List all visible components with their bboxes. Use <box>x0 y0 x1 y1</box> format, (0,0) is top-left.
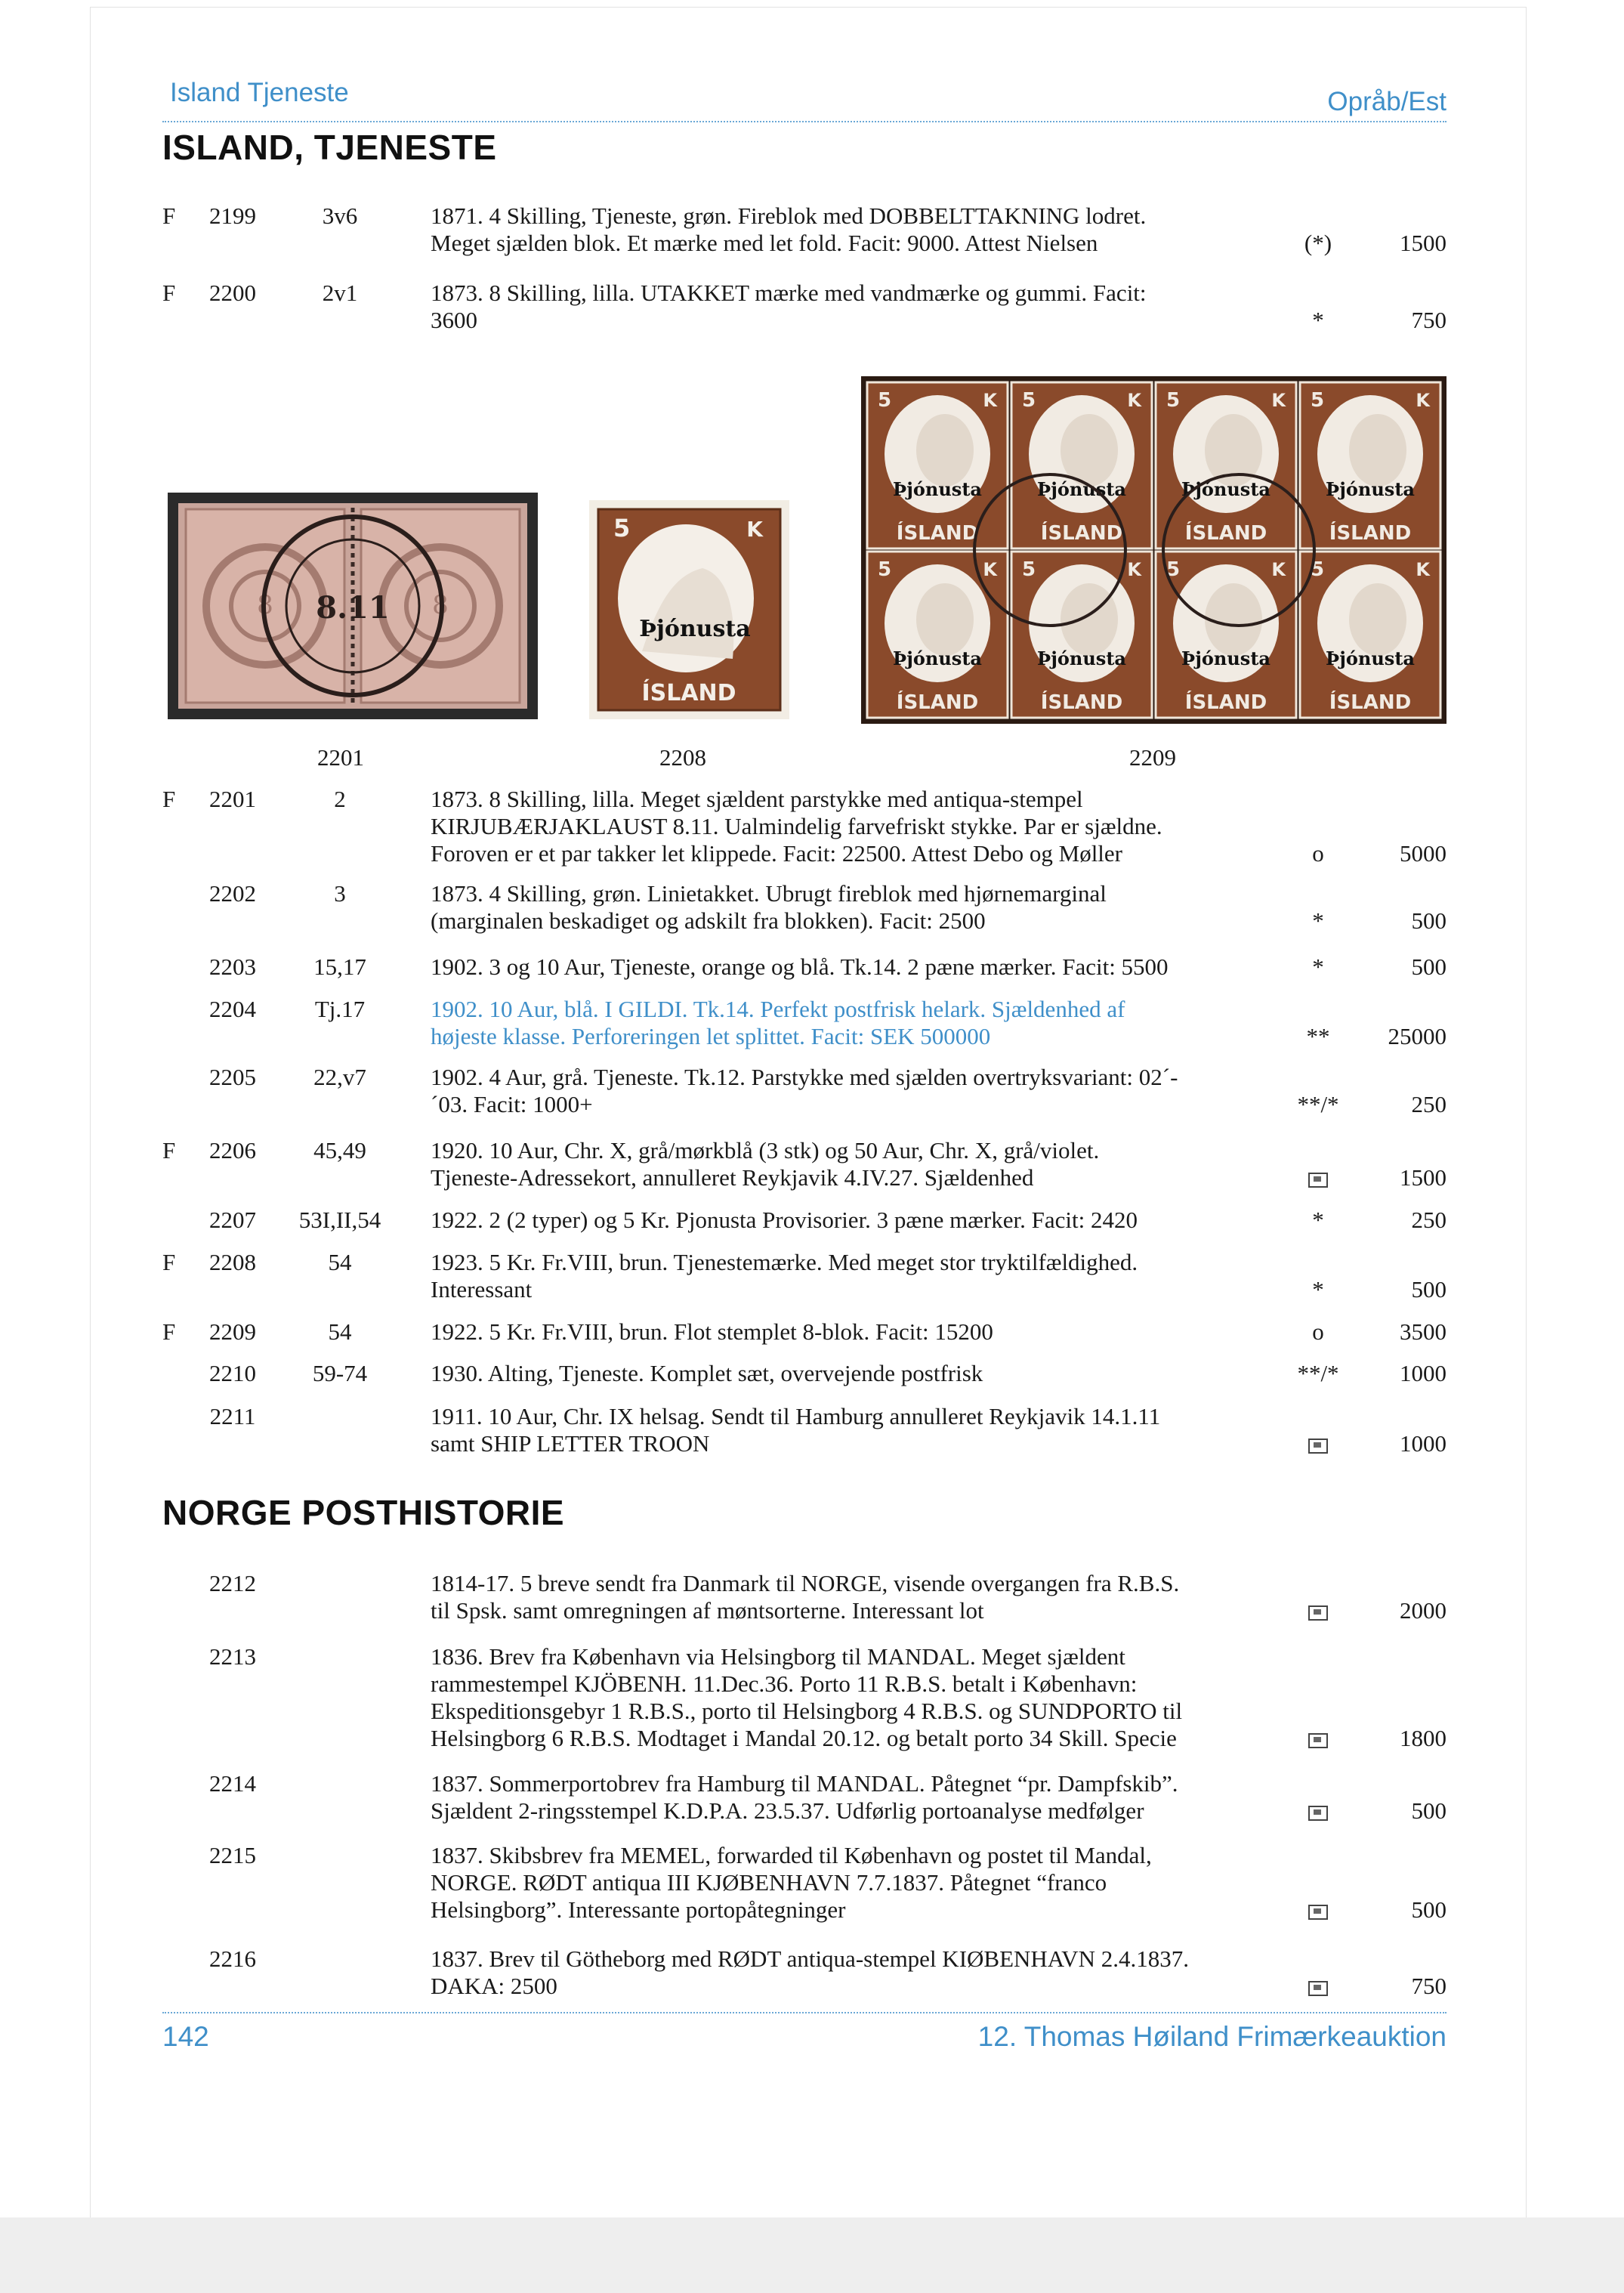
lot-flag: F <box>162 280 176 306</box>
lot-description-line: Helsingborg 6 R.B.S. Modtaget i Mandal 20.12. og betalt porto 34 Skill. Specie <box>431 1725 1177 1751</box>
lot-row <box>162 1770 1446 1825</box>
lot-flag: F <box>162 786 176 812</box>
lot-row <box>162 953 1446 981</box>
lot-catalog-number: 54 <box>328 1249 352 1275</box>
lot-number: 2215 <box>209 1842 256 1868</box>
lot-row <box>162 786 1446 867</box>
block-stamp-overprint: Þjónusta <box>1037 478 1126 500</box>
lot-condition: * <box>1312 307 1324 333</box>
block-stamp-label: ÍSLAND <box>1184 522 1267 545</box>
block-stamp-value: 5 <box>1311 558 1325 581</box>
running-header-right: Opråb/Est <box>1327 87 1446 116</box>
stamp-label-island: ÍSLAND <box>641 680 736 706</box>
lot-description-line: 1836. Brev fra København via Helsingborg til MANDAL. Meget sjældent <box>431 1643 1125 1670</box>
lot-row <box>162 1403 1446 1457</box>
cover-icon <box>1280 1797 1356 1825</box>
lot-catalog-number: 3 <box>334 880 346 907</box>
lot-row <box>162 280 1446 334</box>
block-stamp-label: ÍSLAND <box>1040 691 1123 714</box>
lot-description-line: 1873. 4 Skilling, grøn. Linietakket. Ubrugt fireblok med hjørnemarginal <box>431 880 1107 907</box>
lot-description-line: Tjeneste-Adressekort, annulleret Reykjavik 4.IV.27. Sjældenhed <box>431 1164 1034 1191</box>
lot-condition: **/* <box>1297 1091 1339 1117</box>
block-stamp-value: 5 <box>878 558 892 581</box>
cover-icon <box>1280 1597 1356 1624</box>
lot-description-line: Ekspeditionsgebyr 1 R.B.S., porto til Helsingborg 4 R.B.S. og SUNDPORTO til <box>431 1698 1183 1724</box>
lot-price: 1500 <box>1400 1164 1446 1191</box>
block-stamp-unit: K <box>1271 559 1286 580</box>
block-stamp-label: ÍSLAND <box>896 691 979 714</box>
block-stamp-value: 5 <box>1022 389 1036 412</box>
stamp-image-2201 <box>168 493 538 719</box>
lot-description-line: 1923. 5 Kr. Fr.VIII, brun. Tjenestemærke. Med meget stor tryktilfældighed. <box>431 1249 1138 1275</box>
lot-condition: * <box>1312 1276 1324 1303</box>
lot-condition: **/* <box>1297 1360 1339 1386</box>
lot-description-line: KIRJUBÆRJAKLAUST 8.11. Ualmindelig farvefriskt stykke. Par er sjældne. <box>431 813 1162 839</box>
lot-number: 2216 <box>209 1945 256 1972</box>
lot-price: 500 <box>1411 1896 1446 1923</box>
envelope-icon <box>1308 1439 1328 1454</box>
lot-description-line: DAKA: 2500 <box>431 1973 557 1999</box>
block-stamp-unit: K <box>1416 390 1430 411</box>
lot-row <box>162 1643 1446 1752</box>
lot-number: 2205 <box>209 1064 256 1090</box>
block-stamp-unit: K <box>983 390 997 411</box>
lot-row <box>162 1570 1446 1624</box>
lot-price: 500 <box>1411 953 1446 980</box>
lot-price: 2000 <box>1400 1597 1446 1624</box>
lot-description-line: 1930. Alting, Tjeneste. Komplet sæt, overvejende postfrisk <box>431 1360 983 1386</box>
lot-number: 2204 <box>209 996 256 1022</box>
lot-number: 2203 <box>209 953 256 980</box>
lot-condition: o <box>1312 1318 1324 1345</box>
stamp-image-2209 <box>861 376 1446 724</box>
lot-catalog-number: 3v6 <box>322 202 358 229</box>
svg-text:8.11: 8.11 <box>316 590 390 626</box>
lot-description-line: 1837. Brev til Götheborg med RØDT antiqua-stempel KIØBENHAVN 2.4.1837. <box>431 1945 1189 1972</box>
block-stamp-value: 5 <box>1311 389 1325 412</box>
lot-description-line: Sjældent 2-ringsstempel K.D.P.A. 23.5.37. Udførlig portoanalyse medfølger <box>431 1797 1144 1824</box>
lot-price: 500 <box>1411 1276 1446 1303</box>
lot-catalog-number: Tj.17 <box>314 996 366 1022</box>
envelope-icon <box>1308 1733 1328 1748</box>
lot-description-line: Meget sjælden blok. Et mærke med let fold. Facit: 9000. Attest Nielsen <box>431 230 1098 256</box>
lot-description-line: 3600 <box>431 307 477 333</box>
section-title-norge: NORGE POSTHISTORIE <box>162 1493 565 1532</box>
stamp-value: 5 <box>613 514 631 542</box>
lot-row <box>162 202 1446 257</box>
lot-number: 2211 <box>209 1403 256 1429</box>
lot-condition: * <box>1312 907 1324 934</box>
block-stamp <box>1300 382 1440 549</box>
lot-description-line: til Spsk. samt omregningen af møntsorterne. Interessant lot <box>431 1597 984 1624</box>
lot-price: 250 <box>1411 1207 1446 1233</box>
envelope-icon <box>1308 1806 1328 1821</box>
lot-description-line: 1911. 10 Aur, Chr. IX helsag. Sendt til Hamburg annulleret Reykjavik 14.1.11 <box>431 1403 1161 1429</box>
svg-text:8: 8 <box>257 590 273 620</box>
lot-condition: o <box>1312 840 1324 867</box>
block-stamp <box>1011 382 1152 549</box>
header-divider <box>162 121 1446 122</box>
lot-price: 750 <box>1411 1973 1446 1999</box>
block-stamp-overprint: Þjónusta <box>1326 647 1415 669</box>
lot-row <box>162 880 1446 935</box>
lot-price: 1800 <box>1400 1725 1446 1751</box>
lot-number: 2214 <box>209 1770 256 1797</box>
lot-description-line: 1814-17. 5 breve sendt fra Danmark til NORGE, visende overgangen fra R.B.S. <box>431 1570 1180 1596</box>
lot-price: 750 <box>1411 307 1446 333</box>
block-stamp-overprint: Þjónusta <box>1037 647 1126 669</box>
image-caption-2208: 2208 <box>659 744 706 771</box>
lot-description-line: 1837. Sommerportobrev fra Hamburg til MANDAL. Påtegnet “pr. Dampfskib”. <box>431 1770 1178 1797</box>
block-stamp-overprint: Þjónusta <box>893 647 982 669</box>
block-stamp <box>867 552 1008 718</box>
lot-description-line: 1902. 10 Aur, blå. I GILDI. Tk.14. Perfekt postfrisk helark. Sjældenhed af <box>431 996 1125 1022</box>
lot-price: 1000 <box>1400 1430 1446 1457</box>
running-header-left: Island Tjeneste <box>170 78 349 107</box>
lot-price: 250 <box>1411 1091 1446 1117</box>
lot-description-line: 1837. Skibsbrev fra MEMEL, forwarded til København og postet til Mandal, <box>431 1842 1152 1868</box>
block-stamp-value: 5 <box>878 389 892 412</box>
lot-number: 2207 <box>209 1207 256 1233</box>
lot-number: 2200 <box>209 280 256 306</box>
lot-row <box>162 1945 1446 2000</box>
block-stamp-label: ÍSLAND <box>1184 691 1267 714</box>
lot-description-line: 1922. 2 (2 typer) og 5 Kr. Pjonusta Provisorier. 3 pæne mærker. Facit: 2420 <box>431 1207 1138 1233</box>
lot-price: 500 <box>1411 1797 1446 1824</box>
lot-flag: F <box>162 202 176 229</box>
envelope-icon <box>1308 1173 1328 1188</box>
lot-number: 2202 <box>209 880 256 907</box>
lot-row <box>162 1207 1446 1234</box>
lot-price: 5000 <box>1400 840 1446 867</box>
lot-row <box>162 1360 1446 1387</box>
block-stamp-value: 5 <box>1166 389 1181 412</box>
lot-catalog-number: 59-74 <box>312 1360 368 1386</box>
image-caption-2209: 2209 <box>1129 744 1176 771</box>
lot-description-line: 1902. 4 Aur, grå. Tjeneste. Tk.12. Parstykke med sjælden overtryksvariant: 02´- <box>431 1064 1178 1090</box>
block-stamp <box>1156 552 1296 718</box>
lot-row <box>162 1137 1446 1191</box>
lot-catalog-number: 15,17 <box>313 953 366 980</box>
cover-icon <box>1280 1430 1356 1457</box>
lot-description-line: 1873. 8 Skilling, lilla. UTAKKET mærke med vandmærke og gummi. Facit: <box>431 280 1147 306</box>
lot-row <box>162 996 1446 1050</box>
lot-description-line: NORGE. RØDT antiqua III KJØBENHAVN 7.7.1837. Påtegnet “franco <box>431 1869 1107 1896</box>
envelope-icon <box>1308 1605 1328 1621</box>
stamp-unit: K <box>746 517 763 542</box>
lot-condition: (*) <box>1304 230 1332 256</box>
lot-condition: * <box>1312 953 1324 980</box>
block-stamp-unit: K <box>1271 390 1286 411</box>
lot-description-line: 1871. 4 Skilling, Tjeneste, grøn. Fireblok med DOBBELTTAKNING lodret. <box>431 202 1147 229</box>
svg-text:8: 8 <box>432 590 449 620</box>
block-stamp <box>867 382 1008 549</box>
block-stamp-overprint: Þjónusta <box>1326 478 1415 500</box>
envelope-icon <box>1308 1981 1328 1996</box>
lot-condition: ** <box>1306 1023 1330 1049</box>
cover-icon <box>1280 1896 1356 1924</box>
lot-row <box>162 1318 1446 1346</box>
lot-description-line: højeste klasse. Perforeringen let splittet. Facit: SEK 500000 <box>431 1023 991 1049</box>
block-stamp <box>1011 552 1152 718</box>
lot-row <box>162 1064 1446 1118</box>
lot-price: 25000 <box>1388 1023 1446 1049</box>
page-number: 142 <box>162 2021 209 2052</box>
cover-icon <box>1280 1725 1356 1752</box>
block-stamp-overprint: Þjónusta <box>1181 478 1270 500</box>
lot-number: 2209 <box>209 1318 256 1345</box>
lot-number: 2206 <box>209 1137 256 1163</box>
cover-icon <box>1280 1164 1356 1191</box>
lot-price: 3500 <box>1400 1318 1446 1345</box>
stamp-image-2208 <box>589 500 789 719</box>
lot-description-line: 1922. 5 Kr. Fr.VIII, brun. Flot stemplet 8-blok. Facit: 15200 <box>431 1318 993 1345</box>
lot-number: 2199 <box>209 202 256 229</box>
block-stamp-label: ÍSLAND <box>896 522 979 545</box>
stamp-overprint: Þjónusta <box>639 616 751 642</box>
lot-catalog-number: 53I,II,54 <box>298 1207 381 1233</box>
lot-description-line: 1920. 10 Aur, Chr. X, grå/mørkblå (3 stk) og 50 Aur, Chr. X, grå/violet. <box>431 1137 1100 1163</box>
block-stamp <box>1300 552 1440 718</box>
lot-number: 2201 <box>209 786 256 812</box>
block-stamp-label: ÍSLAND <box>1329 691 1412 714</box>
envelope-icon <box>1308 1905 1328 1920</box>
lot-description-line: Foroven er et par takker let klippede. Facit: 22500. Attest Debo og Møller <box>431 840 1122 867</box>
image-caption-2201: 2201 <box>317 744 364 771</box>
lot-price: 1000 <box>1400 1360 1446 1386</box>
lot-catalog-number: 22,v7 <box>313 1064 366 1090</box>
lot-catalog-number: 54 <box>328 1318 352 1345</box>
lot-number: 2213 <box>209 1643 256 1670</box>
lot-flag: F <box>162 1137 176 1163</box>
lot-flag: F <box>162 1318 176 1345</box>
lot-description-line: rammestempel KJÖBENH. 11.Dec.36. Porto 11 R.B.S. betalt i København: <box>431 1670 1138 1697</box>
lot-condition: * <box>1312 1207 1324 1233</box>
block-stamp-overprint: Þjónusta <box>1181 647 1270 669</box>
block-stamp-unit: K <box>1127 559 1141 580</box>
block-stamp <box>1156 382 1296 549</box>
block-stamp-value: 5 <box>1166 558 1181 581</box>
lot-price: 500 <box>1411 907 1446 934</box>
lot-catalog-number: 2 <box>334 786 346 812</box>
lot-row <box>162 1249 1446 1303</box>
lot-catalog-number: 45,49 <box>313 1137 366 1163</box>
lot-row <box>162 1842 1446 1924</box>
section-title-island: ISLAND, TJENESTE <box>162 128 497 167</box>
page-background-strip <box>0 2217 1624 2293</box>
block-stamp-unit: K <box>1416 559 1430 580</box>
lot-description-line: Interessant <box>431 1276 533 1303</box>
lot-description-line: ´03. Facit: 1000+ <box>431 1091 593 1117</box>
lot-description-line: (marginalen beskadiget og adskilt fra blokken). Facit: 2500 <box>431 907 986 934</box>
lot-flag: F <box>162 1249 176 1275</box>
lot-description-line: samt SHIP LETTER TROON <box>431 1430 710 1457</box>
lot-description-line: Helsingborg”. Interessante portopåtegninger <box>431 1896 846 1923</box>
block-stamp-label: ÍSLAND <box>1329 522 1412 545</box>
block-stamp-value: 5 <box>1022 558 1036 581</box>
lot-price: 1500 <box>1400 230 1446 256</box>
block-stamp-label: ÍSLAND <box>1040 522 1123 545</box>
block-stamp-overprint: Þjónusta <box>893 478 982 500</box>
block-stamp-unit: K <box>983 559 997 580</box>
cover-icon <box>1280 1973 1356 2000</box>
lot-number: 2208 <box>209 1249 256 1275</box>
lot-number: 2212 <box>209 1570 256 1596</box>
lot-description-line: 1873. 8 Skilling, lilla. Meget sjældent parstykke med antiqua-stempel <box>431 786 1083 812</box>
footer-divider <box>162 2012 1446 2013</box>
auction-name: 12. Thomas Høiland Frimærkeauktion <box>977 2021 1446 2052</box>
block-stamp-unit: K <box>1127 390 1141 411</box>
lot-description-line: 1902. 3 og 10 Aur, Tjeneste, orange og blå. Tk.14. 2 pæne mærker. Facit: 5500 <box>431 953 1169 980</box>
lot-catalog-number: 2v1 <box>322 280 358 306</box>
lot-number: 2210 <box>209 1360 256 1386</box>
